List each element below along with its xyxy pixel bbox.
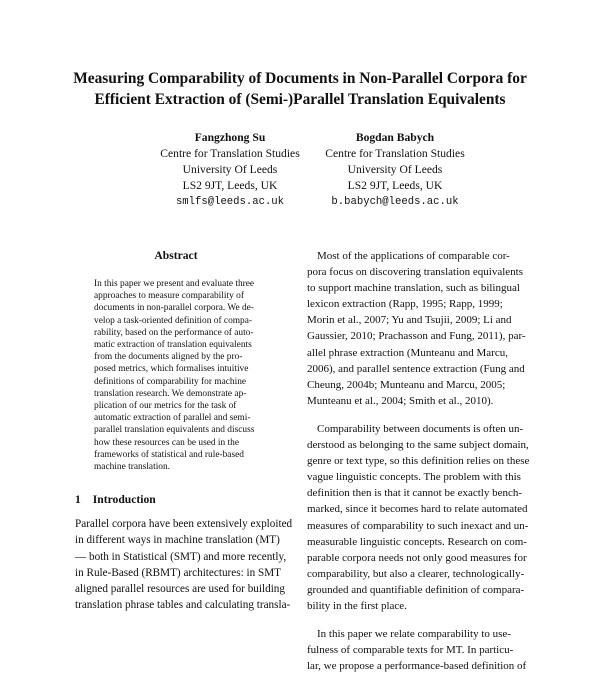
text-line: parallel translation equivalents and discuss — [94, 425, 255, 436]
text-line: comparability, but also a clearer, technologically- — [307, 567, 525, 580]
introduction-body — [75, 516, 293, 614]
text-line: velop a task-oriented definition of compa- — [94, 315, 253, 326]
text-line: Munteanu et al., 2004; Smith et al., 2010). — [307, 394, 494, 407]
text-line: automatic extraction of parallel and semi- — [94, 413, 251, 424]
paragraph-this-paper — [307, 626, 527, 674]
text-line: in Rule-Based (RBMT) architectures: in SMT — [75, 566, 281, 579]
text-line: definitions of comparability for machine — [94, 376, 247, 387]
text-line: measurable linguistic concepts. Research on com- — [307, 535, 527, 548]
text-line: documents in non-parallel corpora. We de- — [94, 303, 254, 314]
text-line: bility in the first place. — [307, 599, 407, 612]
paper-title-line-2: Efficient Extraction of (Semi-)Parallel Translation Equivalents — [94, 91, 506, 108]
text-line: parable corpora needs not only good measures for — [307, 551, 527, 564]
text-line: pora focus on discovering translation equivalents — [307, 266, 523, 279]
text-line: lar, we propose a performance-based definition of — [307, 660, 527, 673]
text-line: grounded and quantifiable definition of compara- — [307, 583, 525, 596]
text-line: Most of the applications of comparable cor- — [317, 250, 510, 262]
text-line: from the documents aligned by the pro- — [94, 352, 243, 363]
abstract-heading: Abstract — [154, 249, 198, 262]
text-line: how these resources can be used in the — [94, 437, 240, 448]
author-affiliation: Centre for Translation Studies — [325, 147, 465, 160]
author-block — [275, 130, 515, 210]
text-line: lexicon extraction (Rapp, 1995; Rapp, 1999; — [307, 298, 503, 311]
paper-title-line-1: Measuring Comparability of Documents in Non-Parallel Corpora for — [73, 70, 527, 87]
author-email: smlfs@leeds.ac.uk — [175, 196, 285, 208]
text-line: marked, since it becomes hard to relate automated — [307, 503, 528, 516]
text-line: in different ways in machine translation (MT) — [75, 534, 280, 547]
author-address: LS2 9JT, Leeds, UK — [347, 179, 443, 192]
abstract-body — [94, 278, 274, 473]
text-line: definition then is that it cannot be exactly bench- — [307, 487, 523, 500]
text-line: In this paper we relate comparability to use- — [317, 628, 511, 641]
text-line: aligned parallel resources are used for building — [75, 583, 285, 596]
section-number: 1 — [75, 493, 81, 506]
text-line: approaches to measure comparability of — [94, 291, 244, 302]
paragraph-applications — [307, 248, 527, 409]
section-heading-introduction — [75, 493, 156, 506]
text-line: measures of comparability to such inexact and un- — [307, 519, 529, 532]
text-line: Gaussier, 2010; Prachasson and Fung, 2011), par- — [307, 330, 526, 343]
text-line: translation research. We demonstrate ap- — [94, 388, 247, 399]
text-line: allel phrase extraction (Munteanu and Marcu, — [307, 346, 508, 359]
text-line: machine translation. — [94, 462, 171, 473]
author-name: Bogdan Babych — [355, 131, 435, 144]
text-line: posed metrics, which formalises intuitive — [94, 364, 249, 375]
author-address: LS2 9JT, Leeds, UK — [182, 179, 278, 192]
text-line: 2006), and parallel sentence extraction (Fung and — [307, 362, 525, 375]
paragraph-gap — [307, 409, 527, 421]
author-name: Fangzhong Su — [194, 131, 266, 144]
author-affiliation: Centre for Translation Studies — [160, 147, 300, 160]
text-line: Cheung, 2004b; Munteanu and Marcu, 2005; — [307, 378, 506, 391]
author-university: University Of Leeds — [347, 163, 443, 176]
text-line: matic extraction of translation equivalents — [94, 340, 252, 351]
text-line: translation phrase tables and calculating transla- — [75, 599, 291, 612]
right-column — [307, 248, 530, 674]
author-email: b.babych@leeds.ac.uk — [331, 196, 459, 208]
text-line: Comparability between documents is often un- — [317, 422, 524, 435]
author-university: University Of Leeds — [182, 163, 278, 176]
text-line: Parallel corpora have been extensively exploited — [75, 518, 293, 530]
paragraph-comparability — [307, 421, 530, 614]
text-line: to support machine translation, such as bilingual — [307, 282, 520, 295]
text-line: — both in Statistical (SMT) and more recently, — [75, 550, 287, 563]
text-line: In this paper we present and evaluate three — [94, 279, 255, 289]
text-line: fulness of comparable texts for MT. In particu- — [307, 644, 514, 657]
text-line: Morin et al., 2007; Yu and Tsujii, 2009; Li and — [307, 314, 512, 327]
text-line: vague linguistic concepts. The problem with this — [307, 471, 521, 484]
text-line: frameworks of statistical and rule-based — [94, 449, 244, 460]
text-line: derstood as belonging to the same subject domain, — [307, 439, 529, 452]
text-line: plication of our metrics for the task of — [94, 401, 237, 412]
paragraph-gap — [307, 614, 527, 626]
section-title: Introduction — [92, 493, 156, 506]
text-line: rability, based on the performance of auto- — [94, 327, 254, 338]
text-line: genre or text type, so this definition relies on these — [307, 455, 530, 468]
